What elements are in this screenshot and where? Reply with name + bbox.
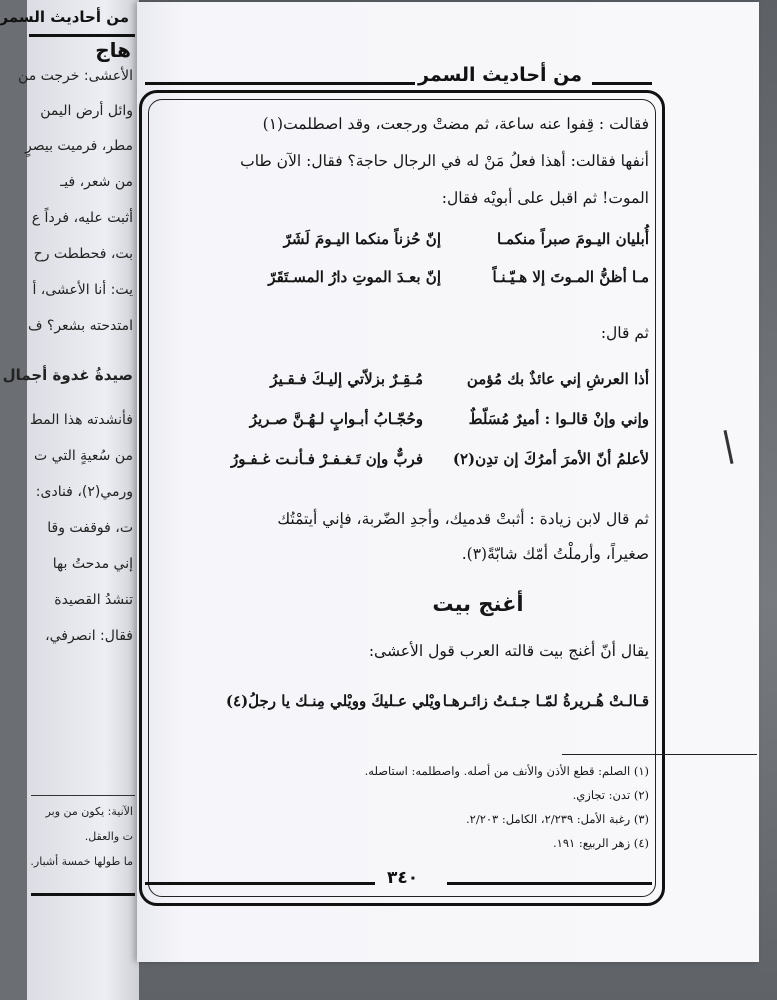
facing-page-footnote: الآنية: يكون من وبر — [45, 805, 133, 818]
footnote: (٤) زهر الربيع: ١٩١. — [552, 836, 649, 850]
facing-page-line: إني مدحتُ بها — [52, 556, 133, 572]
section-heading: أغنج بيت — [432, 592, 524, 616]
facing-page-bottom-rule — [31, 893, 135, 896]
verse-hemistich-right: وإني وإنْ قالـوا : أميرٌ مُسَلّطٌ — [468, 410, 649, 428]
facing-page-line: ت، فوقفت وقا — [47, 520, 133, 536]
facing-page-line: صيدةُ غدوة أجمال — [2, 366, 133, 384]
verse-hemistich-right: قـالـتْ هُـريرةُ لمّـا جـئـتُ زائـرهـا — [442, 692, 649, 710]
facing-page-line: مطر، فرميت بيصرٍ — [24, 138, 133, 154]
facing-page-subheading: هاج — [95, 38, 131, 62]
facing-page-footnote-rule — [31, 795, 135, 796]
facing-page-line: فأنشدته هذا المط — [29, 412, 133, 428]
facing-page — [0, 0, 139, 1000]
facing-page-line: وائل أرض اليمن — [40, 103, 133, 119]
facing-page-line: بت، فحططت رح — [33, 246, 133, 262]
verse-hemistich-right: لأعلمُ أنّ الأمرَ أمرُكَ إن تدِن(٢) — [452, 450, 649, 468]
paragraph-line: صغيراً، وأرملْتُ أمّك شابّةً(٣). — [461, 545, 649, 563]
paragraph-line: ثم قال: — [600, 324, 649, 342]
facing-page-line: الأعشى: خرجت من — [18, 68, 133, 84]
footnote: (٣) رغبة الأمل: ٢/٢٣٩، الكامل: ٢/٢٠٣. — [465, 812, 649, 826]
bottom-rule-left — [145, 882, 375, 885]
paragraph-line: يقال أنّ أغنج بيت قالته العرب قول الأعشى: — [368, 642, 649, 660]
paragraph-line: أنفها فقالت: أهذا فعلُ مَنْ له في الرجال حاجة؟ فقال: الآن طاب — [240, 152, 649, 170]
footnote: (٢) تدن: تجازي. — [572, 788, 649, 802]
facing-page-line: من سُعيةٍ التي ت — [34, 448, 133, 464]
facing-page-header — [0, 4, 135, 37]
facing-page-line: تنشدُ القصيدة — [54, 592, 133, 608]
facing-page-title: من أحاديث السمر — [0, 8, 129, 26]
facing-page-line: امتدحته بشعر؟ ف — [27, 318, 133, 334]
facing-page-line: ورمي(٢)، فنادى: — [35, 484, 133, 500]
page-number: ٣٤٠ — [387, 868, 419, 888]
paragraph-line: ثم قال لابن زيادة : أثبتْ قدميك، وأجدِ الضّربة، فإني أيتمْتُك — [277, 510, 649, 528]
bottom-rule-right — [447, 882, 652, 885]
verse-hemistich-right: أذا العرشِ إني عائذٌ بك مُؤمن — [466, 370, 649, 388]
verse-hemistich-left: مُـقِـرٌ بزلاّتي إليـكَ فـقـيرُ — [270, 370, 423, 388]
facing-page-footnote: ما طولها خمسة أشبار. — [30, 855, 133, 868]
verse-hemistich-left: ويْلي عـليكَ وويْلي مِنـك يا رجلُ(٤) — [225, 692, 441, 710]
book-page — [137, 2, 759, 962]
facing-page-line: أثبت عليه، فرداً ع — [31, 210, 133, 226]
footnote-rule — [562, 754, 757, 755]
footnote: (١) الصلم: قطع الأذن والأنف من أصله. واصطلمه: استاصله. — [364, 764, 649, 778]
paragraph-line: فقالت : قِفوا عنه ساعة، ثم مضتْ ورجعت، وقد اصطلمت(١) — [262, 115, 649, 133]
facing-page-line: فقال: انصرفي، — [45, 628, 133, 644]
facing-page-line: يت: أنا الأعشى، أ — [32, 282, 133, 298]
header-rule-right — [592, 82, 652, 85]
verse-hemistich-right: أُبليان اليـومَ صبراً منكمـا — [497, 230, 649, 248]
facing-page-line: من شعر، فيـ — [60, 174, 133, 190]
text-frame — [139, 90, 665, 906]
header-rule-left — [145, 82, 415, 85]
verse-hemistich-left: إنّ بعـدَ الموتِ دارُ المسـتَقَرّ — [268, 268, 441, 286]
facing-page-footnote: ت والعقل. — [84, 830, 133, 843]
verse-hemistich-left: إنّ حُزناً منكما اليـومَ لَشَرّ — [283, 230, 441, 248]
running-header: من أحاديث السمر — [418, 64, 582, 86]
verse-hemistich-left: فربٌّ وإن تَـغـفـرْ فـأنـت غـفـورُ — [231, 450, 423, 468]
paragraph-line: الموت! ثم اقبل على أبويْه فقال: — [441, 189, 649, 207]
verse-hemistich-right: مـا أظنُّ المـوتَ إلا هـيّـنـاً — [492, 268, 649, 286]
verse-hemistich-left: وحُجّـابُ أبـوابٍ لـهُـنَّ صـريرُ — [249, 410, 423, 428]
